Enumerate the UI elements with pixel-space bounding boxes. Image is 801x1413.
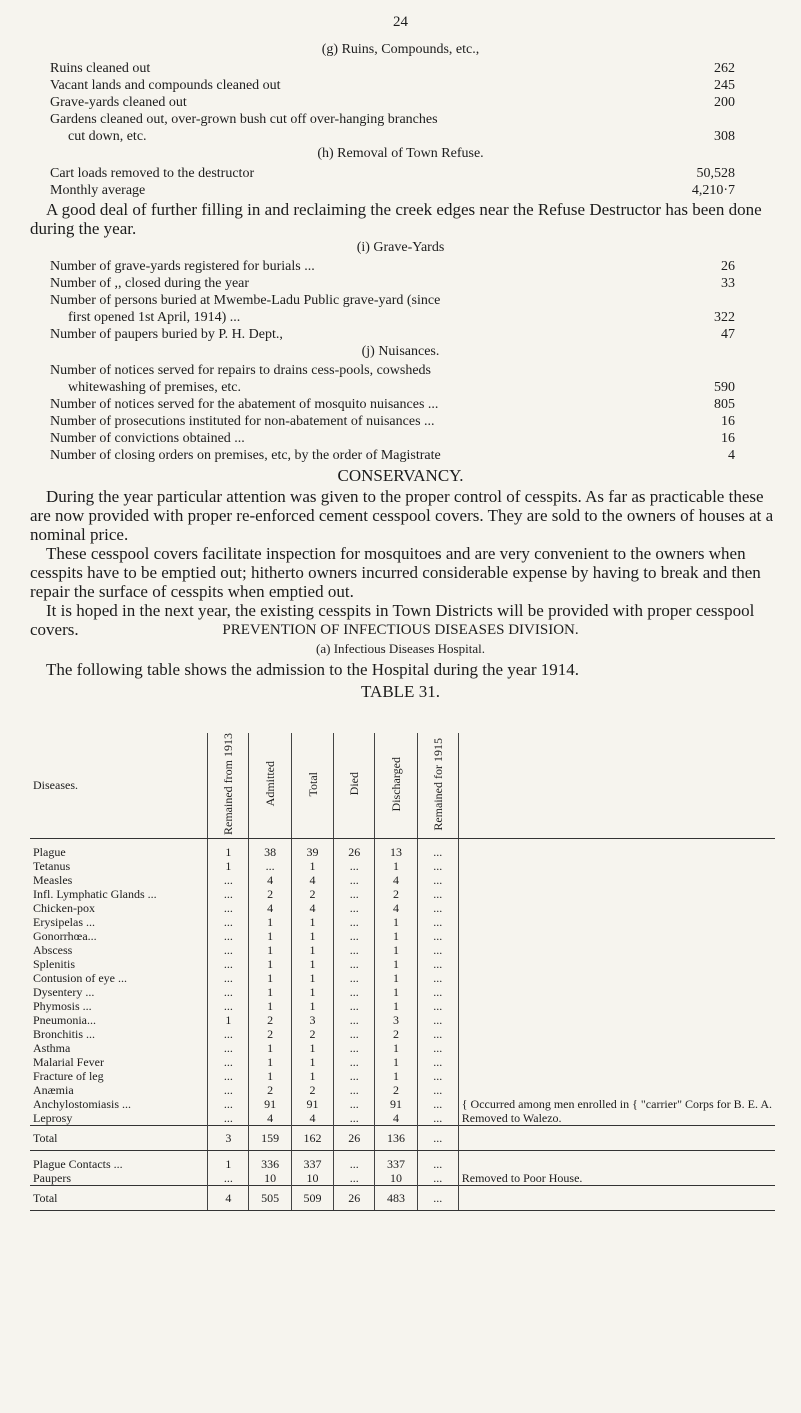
table-row <box>30 943 775 957</box>
value-cell: ... <box>334 1041 375 1055</box>
value-cell: 91 <box>291 1097 333 1111</box>
value-cell: ... <box>208 1083 249 1097</box>
value-cell: ... <box>334 943 375 957</box>
value-cell: ... <box>334 915 375 929</box>
value-cell: ... <box>208 901 249 915</box>
page-number: 24 <box>393 14 408 30</box>
value-cell: ... <box>417 1027 458 1041</box>
value-cell: ... <box>334 901 375 915</box>
value-cell: 1 <box>375 1055 417 1069</box>
value-cell: 4 <box>375 873 417 887</box>
value-cell: ... <box>417 1185 458 1210</box>
value-cell: 1 <box>208 859 249 873</box>
table-31 <box>30 733 775 1211</box>
table-row <box>30 1083 775 1097</box>
value-cell: ... <box>208 1171 249 1186</box>
value-cell: ... <box>334 873 375 887</box>
value-cell: 4 <box>208 1185 249 1210</box>
value-cell: ... <box>417 1171 458 1186</box>
value-cell: ... <box>417 901 458 915</box>
remark-cell <box>458 1013 775 1027</box>
column-header: Remained from 1913 <box>208 733 249 838</box>
remark-cell <box>458 1055 775 1069</box>
value-cell: 1 <box>291 859 333 873</box>
value-cell: 1 <box>291 999 333 1013</box>
table-row <box>30 1157 775 1171</box>
section-i-heading: (i) Grave-Yards <box>356 240 445 255</box>
remark-cell <box>458 915 775 929</box>
value-cell: ... <box>208 957 249 971</box>
table-row <box>30 1069 775 1083</box>
value-cell: ... <box>417 1157 458 1171</box>
value-cell: 1 <box>291 929 333 943</box>
disease-cell: Abscess <box>33 942 73 957</box>
disease-cell: Plague Contacts ... <box>33 1156 123 1171</box>
table-row <box>30 1055 775 1069</box>
paragraph: During the year particular attention was given to the proper control of cesspits. As far as practicable these are now provided with proper re-enforced cement cesspool covers. They are sold to the owners of houses at a nominal price. <box>30 487 774 544</box>
value-cell: 1 <box>208 1157 249 1171</box>
value-cell: 13 <box>375 845 417 859</box>
remark-cell <box>458 985 775 999</box>
column-header: Admitted <box>249 733 291 838</box>
value-cell: 1 <box>249 985 291 999</box>
value-cell: ... <box>334 887 375 901</box>
remark-cell <box>458 1125 775 1150</box>
value-cell: 1 <box>249 1069 291 1083</box>
value-cell: ... <box>208 1111 249 1126</box>
value-cell: 1 <box>291 1041 333 1055</box>
column-header: Discharged <box>375 733 417 838</box>
disease-cell: Erysipelas ... <box>33 914 95 929</box>
refuse-paragraph: A good deal of further filling in and reclaiming the creek edges near the Refuse Destructor has been done during the year. <box>30 200 762 238</box>
remark-cell <box>458 901 775 915</box>
value-cell: 1 <box>249 1041 291 1055</box>
value-cell: ... <box>334 1111 375 1126</box>
value-cell: 3 <box>208 1125 249 1150</box>
value-cell: 2 <box>291 1027 333 1041</box>
value-cell: ... <box>334 1013 375 1027</box>
table-row <box>30 957 775 971</box>
value-cell: 1 <box>249 929 291 943</box>
disease-cell: Plague <box>33 844 66 859</box>
value-cell: ... <box>334 957 375 971</box>
value-cell: ... <box>334 1083 375 1097</box>
paragraph: These cesspool covers facilitate inspection for mosquitoes and are very convenient to the owners when cesspits have to be emptied out; hitherto owners incurred considerable expense by having to break and then repair the surface of cesspits when emptied out. <box>30 544 761 601</box>
disease-cell: Phymosis ... <box>33 998 92 1013</box>
disease-cell: Pneumonia... <box>33 1012 96 1027</box>
value-cell: 38 <box>249 845 291 859</box>
value-cell: 1 <box>291 943 333 957</box>
table-row <box>30 1041 775 1055</box>
value-cell: ... <box>417 1041 458 1055</box>
value-cell: ... <box>417 971 458 985</box>
disease-cell: Anchylostomiasis ... <box>33 1096 131 1111</box>
value-cell: ... <box>334 1027 375 1041</box>
value-cell: ... <box>334 971 375 985</box>
value-cell: 1 <box>375 915 417 929</box>
remark-cell: Removed to Poor House. <box>458 1171 775 1186</box>
table-row <box>30 915 775 929</box>
table-row <box>30 1097 775 1111</box>
value-cell: ... <box>417 1083 458 1097</box>
value-cell: ... <box>334 985 375 999</box>
column-header: Diseases. <box>30 733 208 838</box>
value-cell: ... <box>417 985 458 999</box>
value-cell: 1 <box>291 915 333 929</box>
value-cell: 1 <box>249 1055 291 1069</box>
column-header: Died <box>334 733 375 838</box>
value-cell: 1 <box>291 971 333 985</box>
value-cell: ... <box>208 1027 249 1041</box>
value-cell: 4 <box>291 873 333 887</box>
table-header-row <box>30 733 775 838</box>
disease-cell: Contusion of eye ... <box>33 970 127 985</box>
table-row <box>30 901 775 915</box>
disease-cell: Measles <box>33 872 73 887</box>
remark-cell <box>458 1027 775 1041</box>
table-row <box>30 929 775 943</box>
value-cell: ... <box>417 859 458 873</box>
value-cell: 2 <box>291 887 333 901</box>
table-title: TABLE 31. <box>361 682 440 701</box>
value-cell: 1 <box>375 929 417 943</box>
value-cell: 1 <box>375 859 417 873</box>
value-cell: ... <box>334 859 375 873</box>
value-cell: ... <box>208 1069 249 1083</box>
value-cell: 337 <box>375 1157 417 1171</box>
conservancy-text <box>30 487 775 639</box>
value-cell: 26 <box>334 1185 375 1210</box>
value-cell: 26 <box>334 845 375 859</box>
disease-cell: Paupers <box>33 1170 71 1185</box>
prevention-subheading: (a) Infectious Diseases Hospital. <box>316 641 485 656</box>
value-cell: ... <box>417 887 458 901</box>
value-cell: 2 <box>249 887 291 901</box>
disease-cell: Tetanus <box>33 858 71 873</box>
value-cell: ... <box>208 971 249 985</box>
value-cell: 2 <box>249 1013 291 1027</box>
value-cell: 91 <box>375 1097 417 1111</box>
remark-cell: { Occurred among men enrolled in { "carrier" Corps for B. E. A. <box>458 1097 775 1111</box>
value-cell: ... <box>208 985 249 999</box>
paragraph: It is hoped in the next year, the existing cesspits in Town Districts will be provided with proper cesspool covers. <box>30 601 755 639</box>
value-cell: ... <box>208 999 249 1013</box>
remark-cell <box>458 971 775 985</box>
value-cell: ... <box>208 929 249 943</box>
disease-cell: Total <box>30 1185 208 1210</box>
value-cell: ... <box>417 1069 458 1083</box>
remark-cell <box>458 929 775 943</box>
value-cell: 1 <box>249 999 291 1013</box>
value-cell: ... <box>417 1013 458 1027</box>
value-cell: 1 <box>375 985 417 999</box>
value-cell: 10 <box>291 1171 333 1186</box>
value-cell: 39 <box>291 845 333 859</box>
column-header <box>458 733 775 838</box>
table-row <box>30 999 775 1013</box>
value-cell: 1 <box>208 845 249 859</box>
table-row <box>30 971 775 985</box>
value-cell: ... <box>334 1097 375 1111</box>
value-cell: ... <box>334 999 375 1013</box>
disease-cell: Dysentery ... <box>33 984 95 999</box>
conservancy-heading: CONSERVANCY. <box>337 466 464 485</box>
value-cell: ... <box>417 1055 458 1069</box>
section-j-heading: (j) Nuisances. <box>361 344 440 359</box>
value-cell: ... <box>417 845 458 859</box>
remark-cell <box>458 1069 775 1083</box>
table-row <box>30 873 775 887</box>
remark-cell <box>458 999 775 1013</box>
remark-cell <box>458 1157 775 1171</box>
table-total-row <box>30 1185 775 1210</box>
value-cell: 1 <box>291 1069 333 1083</box>
value-cell: ... <box>417 1111 458 1126</box>
value-cell: ... <box>417 873 458 887</box>
value-cell: 1 <box>249 915 291 929</box>
value-cell: 1 <box>291 1055 333 1069</box>
disease-cell: Bronchitis ... <box>33 1026 95 1041</box>
remark-cell <box>458 887 775 901</box>
section-h-heading: (h) Removal of Town Refuse. <box>317 146 484 161</box>
value-cell: 4 <box>249 901 291 915</box>
value-cell: ... <box>417 1097 458 1111</box>
value-cell: ... <box>208 887 249 901</box>
value-cell: 4 <box>291 901 333 915</box>
remark-cell <box>458 1083 775 1097</box>
value-cell: 336 <box>249 1157 291 1171</box>
value-cell: 505 <box>249 1185 291 1210</box>
remark-cell <box>458 1185 775 1210</box>
value-cell: 2 <box>249 1027 291 1041</box>
disease-cell: Fracture of leg <box>33 1068 104 1083</box>
value-cell: 1 <box>375 1041 417 1055</box>
value-cell: 1 <box>249 943 291 957</box>
remark-cell: Removed to Walezo. <box>458 1111 775 1126</box>
section-g-heading: (g) Ruins, Compounds, etc., <box>321 42 480 57</box>
value-cell: 4 <box>249 873 291 887</box>
value-cell: 483 <box>375 1185 417 1210</box>
remark-cell <box>458 873 775 887</box>
value-cell: ... <box>417 915 458 929</box>
value-cell: 2 <box>291 1083 333 1097</box>
disease-cell: Asthma <box>33 1040 71 1055</box>
value-cell: ... <box>334 1069 375 1083</box>
remark-cell <box>458 943 775 957</box>
value-cell: 2 <box>375 1027 417 1041</box>
column-header: Total <box>291 733 333 838</box>
table-total-row <box>30 1125 775 1150</box>
value-cell: 1 <box>249 971 291 985</box>
value-cell: 159 <box>249 1125 291 1150</box>
remark-cell <box>458 957 775 971</box>
value-cell: ... <box>249 859 291 873</box>
remark-cell <box>458 859 775 873</box>
table-row <box>30 1171 775 1186</box>
value-cell: ... <box>334 929 375 943</box>
value-cell: 1 <box>249 957 291 971</box>
value-cell: ... <box>334 1171 375 1186</box>
value-cell: 3 <box>291 1013 333 1027</box>
value-cell: 4 <box>249 1111 291 1126</box>
table-row <box>30 1111 775 1126</box>
value-cell: 1 <box>375 957 417 971</box>
remark-cell <box>458 1041 775 1055</box>
value-cell: 1 <box>375 1069 417 1083</box>
value-cell: ... <box>417 943 458 957</box>
prevention-intro: The following table shows the admission to the Hospital during the year 1914. <box>46 660 580 679</box>
disease-cell: Chicken-pox <box>33 900 95 915</box>
value-cell: 1 <box>291 985 333 999</box>
value-cell: ... <box>334 1055 375 1069</box>
value-cell: ... <box>208 1055 249 1069</box>
table-row <box>30 985 775 999</box>
disease-cell: Leprosy <box>33 1110 73 1125</box>
value-cell: 1 <box>375 971 417 985</box>
value-cell: ... <box>417 929 458 943</box>
value-cell: 136 <box>375 1125 417 1150</box>
value-cell: 509 <box>291 1185 333 1210</box>
value-cell: 3 <box>375 1013 417 1027</box>
value-cell: ... <box>208 915 249 929</box>
value-cell: 91 <box>249 1097 291 1111</box>
disease-cell: Anæmia <box>33 1082 74 1097</box>
value-cell: 1 <box>291 957 333 971</box>
value-cell: 2 <box>375 1083 417 1097</box>
value-cell: ... <box>334 1157 375 1171</box>
value-cell: 1 <box>375 999 417 1013</box>
value-cell: 10 <box>375 1171 417 1186</box>
value-cell: 1 <box>208 1013 249 1027</box>
document-page: 24 (g) Ruins, Compounds, etc., Ruins cleaned out 262 Vacant lands and compounds cleaned out 245 Grave-yards cleaned out 200 Gardens cleaned out, over-grown bush cut off over-hanging branches cut down, etc. 308 (h) Removal of Town Refuse. Cart loads removed to the destructor 50,528 Monthly average 4,210·7 A good deal of further filling in and reclaiming the creek edges near the Refuse Destructor has been done during the year. (i) Grave-Yards Number of grave-yards registered for burials ... 26 Number of ,, closed during the year 33 Number of persons buried at Mwembe-Ladu Public grave-yard (since first opened 1st April, 1914) ... 322 Number of paupers buried by P. H. Dept., 47 (j) Nuisances. Number of notices served for repairs to drains cess-pools, cowsheds whitewashing of premises, etc. 590 Number of notices served for the abatement of mosquito nuisances ... 805 Number of prosecutions instituted for non-abatement of nuisances ... 16 Number of convictions obtained ... 16 Number of closing orders on premises, etc, by the order of Magistrate 4 CONSERVANCY. During the year particular attention was given to the proper control of cesspits. As far as practicable these are now provided with proper re-enforced cement cesspool covers. They are sold to the owners of houses at a nominal price. These cesspool covers facilitate inspection for mosquitoes and are very convenient to the owners when cesspits have to be emptied out; hitherto owners incurred considerable expense by having to break and then repair the surface of cesspits when emptied out. It is hoped in the next year, the existing cesspits in Town Districts will be provided with proper cesspool covers. PREVENTION OF INFECTIOUS DISEASES DIVISION. (a) Infectious Diseases Hospital. The following table shows the admission to the Hospital during the year 1914. TABLE 31. Diseases. Remained from 1913 Admitted Total Died Discharged Remained for 1915 Plague 1 38 39 26 13 ... Tetanus 1 ... 1 ... 1 ... Measles ... 4 4 ... 4 ... Infl. Lymphatic Glands ... ... 2 2 ... 2 ... Chicken-pox ... 4 4 ... 4 ... Erysipelas ... ... 1 1 ... 1 ... Gonorrhœa... ... 1 1 ... 1 ... Abscess ... 1 1 ... 1 ... Splenitis ... 1 1 ... 1 ... Contusion of eye ... ... 1 1 ... 1 ... Dysentery ... ... 1 1 ... 1 ... Phymosis ... ... 1 1 ... 1 ... Pneumonia... 1 2 3 ... 3 ... Bronchitis ... ... 2 2 ... 2 ... Asthma ... 1 1 ... 1 ... Malarial Fever ... 1 1 ... 1 ... Fracture of leg ... 1 1 ... 1 ... Anæmia ... 2 2 ... 2 ... Anchylostomiasis ... ... 91 91 ... 91 ... { Occurred among men enrolled in { "carrier" Corps for B. E. A. Leprosy ... 4 4 ... 4 ... Removed to Walezo. Total 3 159 162 26 136 ... Plague Contacts ... 1 336 337 ... 337 ... Paupers ... 10 10 ... 10 ... Removed to Poor House. Total 4 505 509 26 483 ... <box>0 0 801 1413</box>
value-cell: 2 <box>249 1083 291 1097</box>
table-row <box>30 1013 775 1027</box>
value-cell: 4 <box>375 901 417 915</box>
value-cell: 4 <box>375 1111 417 1126</box>
value-cell: ... <box>417 1125 458 1150</box>
value-cell: 4 <box>291 1111 333 1126</box>
column-header: Remained for 1915 <box>417 733 458 838</box>
value-cell: ... <box>208 1097 249 1111</box>
value-cell: 162 <box>291 1125 333 1150</box>
disease-cell: Infl. Lymphatic Glands ... <box>33 886 157 901</box>
value-cell: ... <box>417 957 458 971</box>
remark-cell <box>458 845 775 859</box>
table-row <box>30 859 775 873</box>
value-cell: ... <box>417 999 458 1013</box>
value-cell: 1 <box>375 943 417 957</box>
value-cell: ... <box>208 873 249 887</box>
disease-cell: Malarial Fever <box>33 1054 104 1069</box>
value-cell: ... <box>208 943 249 957</box>
value-cell: 26 <box>334 1125 375 1150</box>
disease-cell: Total <box>30 1125 208 1150</box>
value-cell: 337 <box>291 1157 333 1171</box>
disease-cell: Splenitis <box>33 956 76 971</box>
value-cell: 10 <box>249 1171 291 1186</box>
value-cell: 2 <box>375 887 417 901</box>
prevention-heading: PREVENTION OF INFECTIOUS DISEASES DIVISION. <box>222 622 579 638</box>
value-cell: ... <box>208 1041 249 1055</box>
disease-cell: Gonorrhœa... <box>33 928 97 943</box>
table-row <box>30 845 775 859</box>
table-row <box>30 887 775 901</box>
table-row <box>30 1027 775 1041</box>
